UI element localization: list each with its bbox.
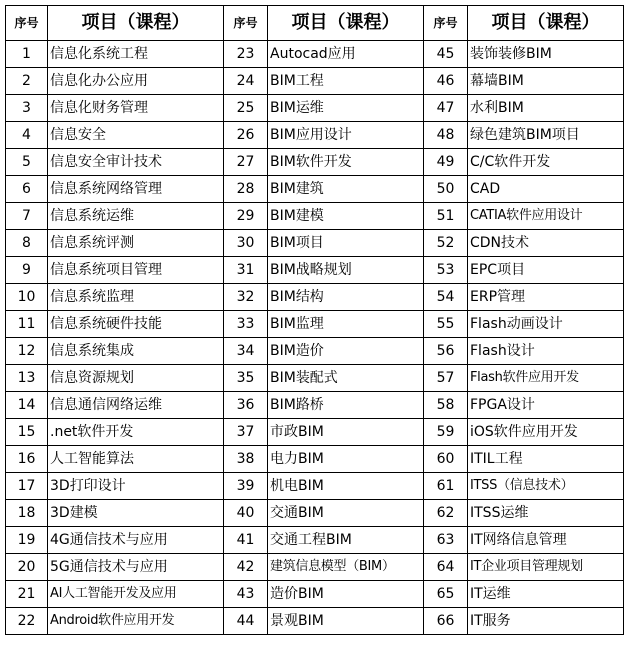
course-name: AI人工智能开发及应用 — [48, 581, 224, 608]
course-name: 造价BIM — [268, 581, 424, 608]
course-name: BIM项目 — [268, 230, 424, 257]
course-name: 绿色建筑BIM项目 — [468, 122, 624, 149]
course-number: 20 — [6, 554, 48, 581]
course-name: BIM结构 — [268, 284, 424, 311]
course-number: 32 — [224, 284, 268, 311]
table-row — [6, 95, 624, 122]
course-name: IT服务 — [468, 608, 624, 635]
course-name: IT企业项目管理规划 — [468, 554, 624, 581]
table-body — [6, 41, 624, 635]
course-number: 59 — [424, 419, 468, 446]
course-name: BIM装配式 — [268, 365, 424, 392]
course-number: 40 — [224, 500, 268, 527]
course-number: 19 — [6, 527, 48, 554]
course-number: 23 — [224, 41, 268, 68]
course-name: BIM造价 — [268, 338, 424, 365]
course-name: 交通工程BIM — [268, 527, 424, 554]
table-row — [6, 230, 624, 257]
course-name: iOS软件应用开发 — [468, 419, 624, 446]
table-row — [6, 338, 624, 365]
course-number: 5 — [6, 149, 48, 176]
course-number: 35 — [224, 365, 268, 392]
course-name: IT网络信息管理 — [468, 527, 624, 554]
table-row — [6, 392, 624, 419]
course-name: 信息系统监理 — [48, 284, 224, 311]
course-number: 42 — [224, 554, 268, 581]
course-name: ITSS（信息技术） — [468, 473, 624, 500]
course-number: 15 — [6, 419, 48, 446]
table-row — [6, 365, 624, 392]
table-row — [6, 446, 624, 473]
course-number: 63 — [424, 527, 468, 554]
course-name: 信息安全审计技术 — [48, 149, 224, 176]
table-row — [6, 419, 624, 446]
course-number: 64 — [424, 554, 468, 581]
course-number: 27 — [224, 149, 268, 176]
course-name: 信息通信网络运维 — [48, 392, 224, 419]
course-name: ITSS运维 — [468, 500, 624, 527]
course-name: 信息系统硬件技能 — [48, 311, 224, 338]
course-number: 56 — [424, 338, 468, 365]
course-number: 22 — [6, 608, 48, 635]
course-name: C/C软件开发 — [468, 149, 624, 176]
table-row — [6, 500, 624, 527]
course-number: 18 — [6, 500, 48, 527]
course-name: CAD — [468, 176, 624, 203]
course-number: 48 — [424, 122, 468, 149]
course-name: Flash设计 — [468, 338, 624, 365]
table-row — [6, 284, 624, 311]
course-number: 62 — [424, 500, 468, 527]
course-number: 55 — [424, 311, 468, 338]
course-number: 61 — [424, 473, 468, 500]
course-number: 47 — [424, 95, 468, 122]
course-name: IT运维 — [468, 581, 624, 608]
header-seq-1: 序号 — [6, 6, 48, 41]
course-name: 交通BIM — [268, 500, 424, 527]
course-name: 信息资源规划 — [48, 365, 224, 392]
table-row — [6, 473, 624, 500]
course-name: 景观BIM — [268, 608, 424, 635]
table-row — [6, 203, 624, 230]
course-name: CATIA软件应用设计 — [468, 203, 624, 230]
course-name: BIM软件开发 — [268, 149, 424, 176]
table-row — [6, 68, 624, 95]
course-number: 37 — [224, 419, 268, 446]
table-row — [6, 149, 624, 176]
header-course-1: 项目（课程） — [48, 6, 224, 41]
course-number: 44 — [224, 608, 268, 635]
course-name: Autocad应用 — [268, 41, 424, 68]
course-number: 31 — [224, 257, 268, 284]
table-row — [6, 581, 624, 608]
course-name: 4G通信技术与应用 — [48, 527, 224, 554]
course-number: 65 — [424, 581, 468, 608]
course-name: .net软件开发 — [48, 419, 224, 446]
course-name: BIM工程 — [268, 68, 424, 95]
course-number: 17 — [6, 473, 48, 500]
course-name: EPC项目 — [468, 257, 624, 284]
course-name: 信息系统集成 — [48, 338, 224, 365]
course-number: 14 — [6, 392, 48, 419]
course-name: 市政BIM — [268, 419, 424, 446]
course-name: 信息系统网络管理 — [48, 176, 224, 203]
table-row — [6, 122, 624, 149]
course-name: Flash软件应用开发 — [468, 365, 624, 392]
course-name: 建筑信息模型（BIM） — [268, 554, 424, 581]
course-table — [5, 5, 624, 635]
course-name: 信息化财务管理 — [48, 95, 224, 122]
course-name: Android软件应用开发 — [48, 608, 224, 635]
course-number: 10 — [6, 284, 48, 311]
course-number: 34 — [224, 338, 268, 365]
course-number: 46 — [424, 68, 468, 95]
course-name: 信息系统评测 — [48, 230, 224, 257]
course-name: FPGA设计 — [468, 392, 624, 419]
course-number: 50 — [424, 176, 468, 203]
header-seq-3: 序号 — [424, 6, 468, 41]
course-name: 信息化系统工程 — [48, 41, 224, 68]
header-course-2: 项目（课程） — [268, 6, 424, 41]
course-name: 装饰装修BIM — [468, 41, 624, 68]
course-name: BIM战略规划 — [268, 257, 424, 284]
course-number: 29 — [224, 203, 268, 230]
table-row — [6, 41, 624, 68]
header-course-3: 项目（课程） — [468, 6, 624, 41]
course-number: 43 — [224, 581, 268, 608]
course-number: 24 — [224, 68, 268, 95]
course-name: 幕墙BIM — [468, 68, 624, 95]
course-number: 7 — [6, 203, 48, 230]
table-row — [6, 176, 624, 203]
course-number: 54 — [424, 284, 468, 311]
course-name: Flash动画设计 — [468, 311, 624, 338]
course-name: 信息系统运维 — [48, 203, 224, 230]
course-number: 11 — [6, 311, 48, 338]
course-number: 58 — [424, 392, 468, 419]
table-row — [6, 257, 624, 284]
course-number: 38 — [224, 446, 268, 473]
course-name: 信息化办公应用 — [48, 68, 224, 95]
course-number: 49 — [424, 149, 468, 176]
course-name: 3D建模 — [48, 500, 224, 527]
course-name: ITIL工程 — [468, 446, 624, 473]
course-number: 21 — [6, 581, 48, 608]
course-name: BIM监理 — [268, 311, 424, 338]
course-number: 26 — [224, 122, 268, 149]
table-row — [6, 554, 624, 581]
course-name: 人工智能算法 — [48, 446, 224, 473]
course-number: 12 — [6, 338, 48, 365]
course-name: 信息系统项目管理 — [48, 257, 224, 284]
course-number: 53 — [424, 257, 468, 284]
course-name: BIM建模 — [268, 203, 424, 230]
course-name: 3D打印设计 — [48, 473, 224, 500]
course-name: 电力BIM — [268, 446, 424, 473]
course-number: 13 — [6, 365, 48, 392]
course-number: 41 — [224, 527, 268, 554]
course-number: 8 — [6, 230, 48, 257]
course-number: 6 — [6, 176, 48, 203]
course-number: 2 — [6, 68, 48, 95]
course-name: 水利BIM — [468, 95, 624, 122]
course-number: 60 — [424, 446, 468, 473]
header-seq-2: 序号 — [224, 6, 268, 41]
course-number: 57 — [424, 365, 468, 392]
course-number: 45 — [424, 41, 468, 68]
course-number: 9 — [6, 257, 48, 284]
course-number: 33 — [224, 311, 268, 338]
course-name: BIM路桥 — [268, 392, 424, 419]
course-name: 信息安全 — [48, 122, 224, 149]
course-number: 66 — [424, 608, 468, 635]
course-name: BIM应用设计 — [268, 122, 424, 149]
course-number: 36 — [224, 392, 268, 419]
table-row — [6, 608, 624, 635]
course-name: 机电BIM — [268, 473, 424, 500]
table-row — [6, 311, 624, 338]
course-name: 5G通信技术与应用 — [48, 554, 224, 581]
table-row — [6, 527, 624, 554]
header-row — [6, 6, 624, 41]
course-number: 52 — [424, 230, 468, 257]
course-number: 28 — [224, 176, 268, 203]
course-name: BIM建筑 — [268, 176, 424, 203]
course-number: 1 — [6, 41, 48, 68]
course-name: CDN技术 — [468, 230, 624, 257]
course-number: 39 — [224, 473, 268, 500]
course-number: 4 — [6, 122, 48, 149]
course-number: 25 — [224, 95, 268, 122]
course-number: 51 — [424, 203, 468, 230]
course-number: 30 — [224, 230, 268, 257]
course-name: ERP管理 — [468, 284, 624, 311]
course-number: 3 — [6, 95, 48, 122]
course-name: BIM运维 — [268, 95, 424, 122]
course-number: 16 — [6, 446, 48, 473]
